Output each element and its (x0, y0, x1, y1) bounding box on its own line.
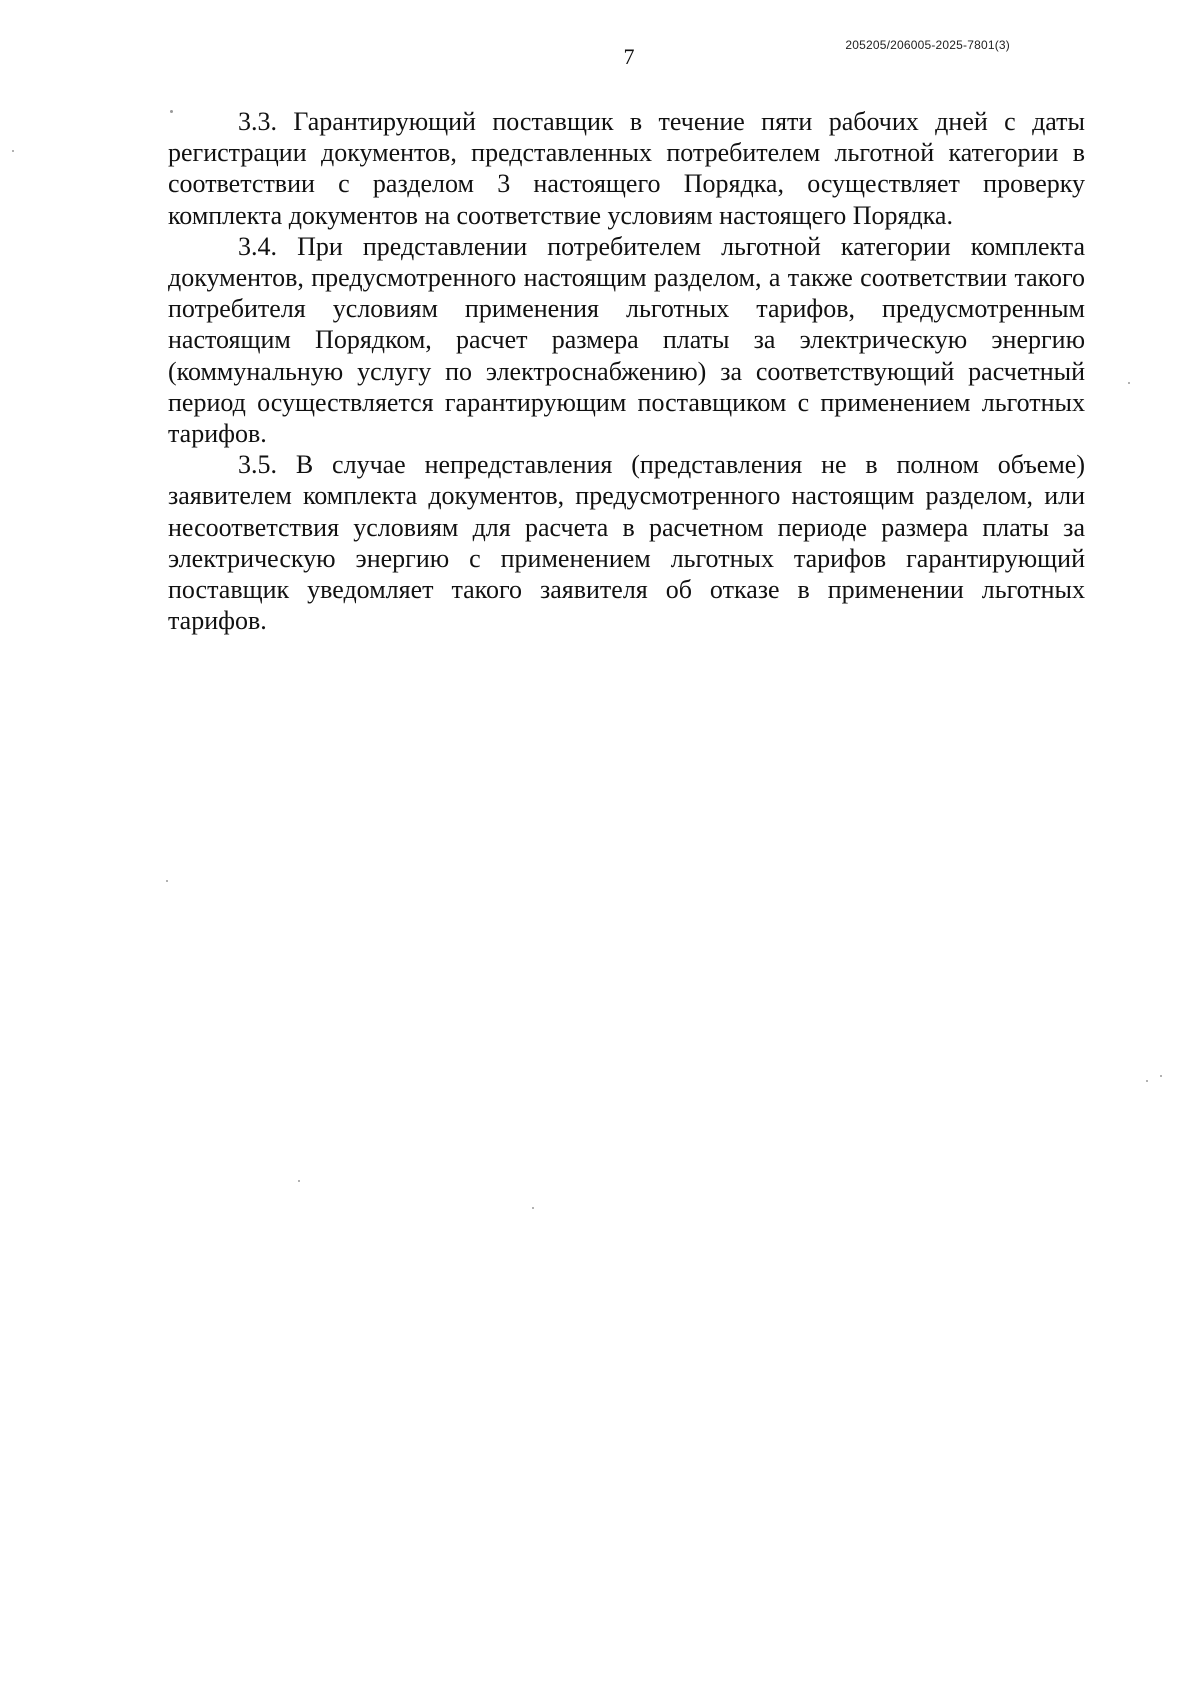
scan-speck (12, 150, 14, 152)
scan-speck (166, 880, 168, 882)
paragraph-3-3: 3.3. Гарантирующий поставщик в течение пяти рабочих дней с даты регистрации документов, представленных потребителем льготной категории в соответствии с разделом 3 настоящего Порядка, осуществляет проверку комплекта документов на соответствие условиям настоящего Порядка. (168, 107, 1085, 230)
paragraph-3-4: 3.4. При представлении потребителем льготной категории комплекта документов, предусмотренного настоящим разделом, а также соответствии такого потребителя условиям применения льготных тарифов, предусмотренным настоящим Порядком, расчет размера платы за электрическую энергию (коммунальную услугу по электроснабжению) за соответствующий расчетный период осуществляется гарантирующим поставщиком с применением льготных тарифов. (168, 231, 1085, 449)
scan-speck (532, 1207, 534, 1209)
page-number: 7 (623, 44, 635, 69)
paragraph-3-5: 3.5. В случае непредставления (представления не в полном объеме) заявителем комплекта документов, предусмотренного настоящим разделом, или несоответствия условиям для расчета в расчетном периоде размера платы за электрическую энергию с применением льготных тарифов гарантирующий поставщик уведомляет такого заявителя об отказе в применении льготных тарифов. (168, 450, 1085, 636)
document-body (168, 106, 1085, 636)
scan-speck (1146, 1080, 1148, 1082)
scan-speck (298, 1180, 300, 1182)
scan-speck (170, 110, 173, 113)
document-registration-number: 205205/206005-2025-7801(3) (845, 38, 1010, 52)
scan-speck (1128, 382, 1130, 384)
scan-speck (1160, 1075, 1162, 1077)
